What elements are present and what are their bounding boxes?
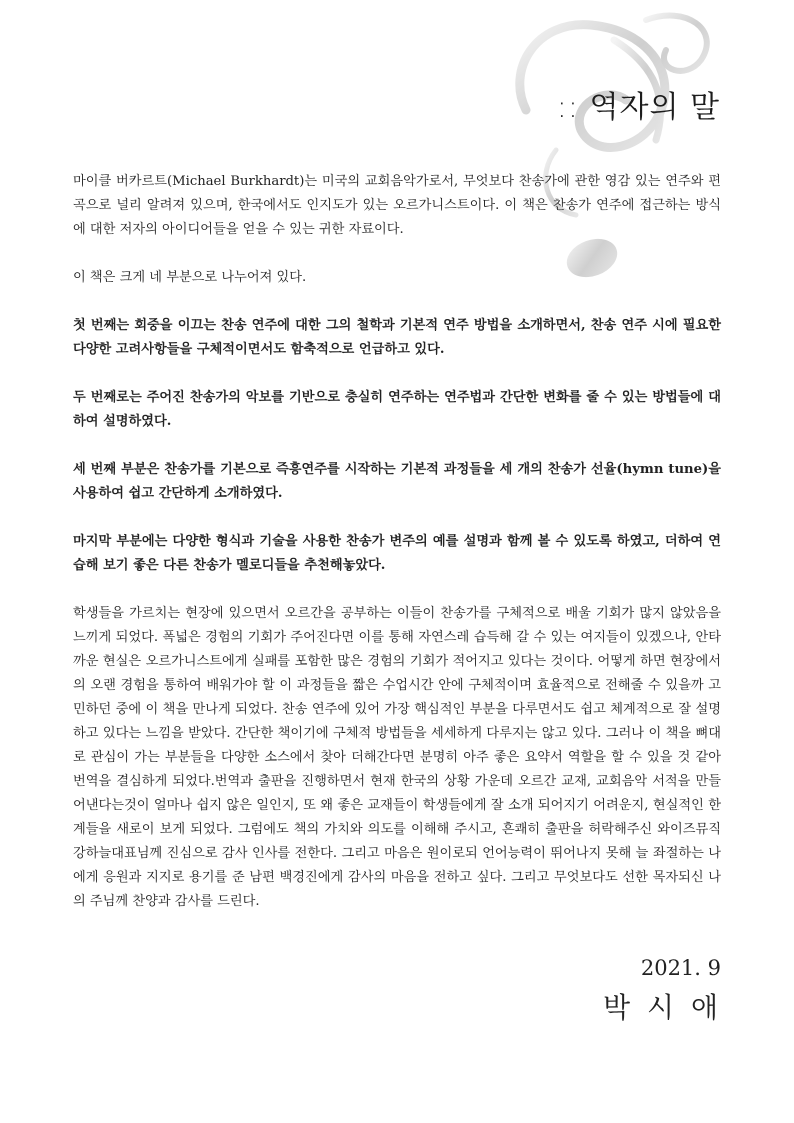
part2-paragraph: 두 번째로는 주어진 찬송가의 악보를 기반으로 충실히 연주하는 연주법과 간단한 변화를 줄 수 있는 방법들에 대하여 설명하였다. (73, 390, 721, 429)
part4-paragraph: 마지막 부분에는 다양한 형식과 기술을 사용한 찬송가 변주의 예를 설명과 함께 볼 수 있도록 하였고, 더하여 연습해 보기 좋은 다른 찬송가 멜로디들을 추천해놓았다. (73, 534, 721, 573)
signature-date: 2021. 9 (640, 956, 721, 980)
part1-paragraph: 첫 번째는 회중을 이끄는 찬송 연주에 대한 그의 철학과 기본적 연주 방법을 소개하면서, 찬송 연주 시에 필요한 다양한 고려사항들을 구체적이면서도 함축적으로 언급하고 있다. (73, 318, 721, 357)
closing-paragraph: 학생들을 가르치는 현장에 있으면서 오르간을 공부하는 이들이 찬송가를 구체적으로 배울 기회가 많지 않았음을 느끼게 되었다. 폭넓은 경험의 기회가 주어진다면 이를 통해 자연스레 습득해 갈 수 있는 여지들이 있겠으나, 안타까운 현실은 오르가니스트에게 실패를 포함한 많은 경험의 기회가 적어지고 있다는 것이다. 어떻게 하면 현장에서의 오랜 경험을 통하여 배워가야 할 이 과정들을 짧은 수업시간 안에 구체적이며 효율적으로 전해줄 수 있을까 고민하던 중에 이 책을 만나게 되었다. 찬송 연주에 있어 가장 핵심적인 부분을 다루면서도 쉽고 체계적으로 잘 설명하고 있다는 느낌을 받았다. 간단한 책이기에 구체적 방법들을 세세하게 다루지는 않고 있다. 그러나 이 책을 뼈대로 관심이 가는 부분들을 다양한 소스에서 찾아 더해간다면 분명히 아주 좋은 요약서 역할을 할 수 있을 것 같아 번역을 결심하게 되었다.번역과 출판을 진행하면서 현재 한국의 상황 가운데 오르간 교재, 교회음악 서적을 만들어낸다는것이 얼마나 쉽지 않은 일인지, 또 왜 좋은 교재들이 학생들에게 잘 소개 되어지기 어려운지, 현실적인 한계들을 새로이 보게 되었다. 그럼에도 책의 가치와 의도를 이해해 주시고, 흔쾌히 출판을 허락해주신 와이즈뮤직 강하늘대표님께 진심으로 감사 인사를 전한다. 그리고 마음은 원이로되 언어능력이 뛰어나지 못해 늘 좌절하는 나에게 응원과 지지로 용기를 준 남편 백경진에게 감사의 마음을 전하고 싶다. 그리고 무엇보다도 선한 목자되신 나의 주님께 찬양과 감사를 드린다. (73, 606, 721, 909)
overview-paragraph: 이 책은 크게 네 부분으로 나누어져 있다. (73, 270, 307, 285)
intro-paragraph: 마이클 버카르트(Michael Burkhardt)는 미국의 교회음악가로서, 무엇보다 찬송가에 관한 영감 있는 연주와 편곡으로 널리 알려져 있으며, 한국에서도 인지도가 있는 오르가니스트이다. 이 책은 찬송가 연주에 접근하는 방식에 대한 저자의 아이디어들을 얻을 수 있는 귀한 자료이다. (73, 174, 721, 237)
document-body (73, 170, 721, 914)
part3-paragraph: 세 번째 부분은 찬송가를 기본으로 즉흥연주를 시작하는 기본적 과정들을 세 개의 찬송가 선율(hymn tune)을 사용하여 쉽고 간단하게 소개하였다. (73, 462, 721, 501)
translator-name: 박 시 애 (603, 991, 722, 1024)
page-title: :: 역자의 말 (556, 90, 720, 125)
